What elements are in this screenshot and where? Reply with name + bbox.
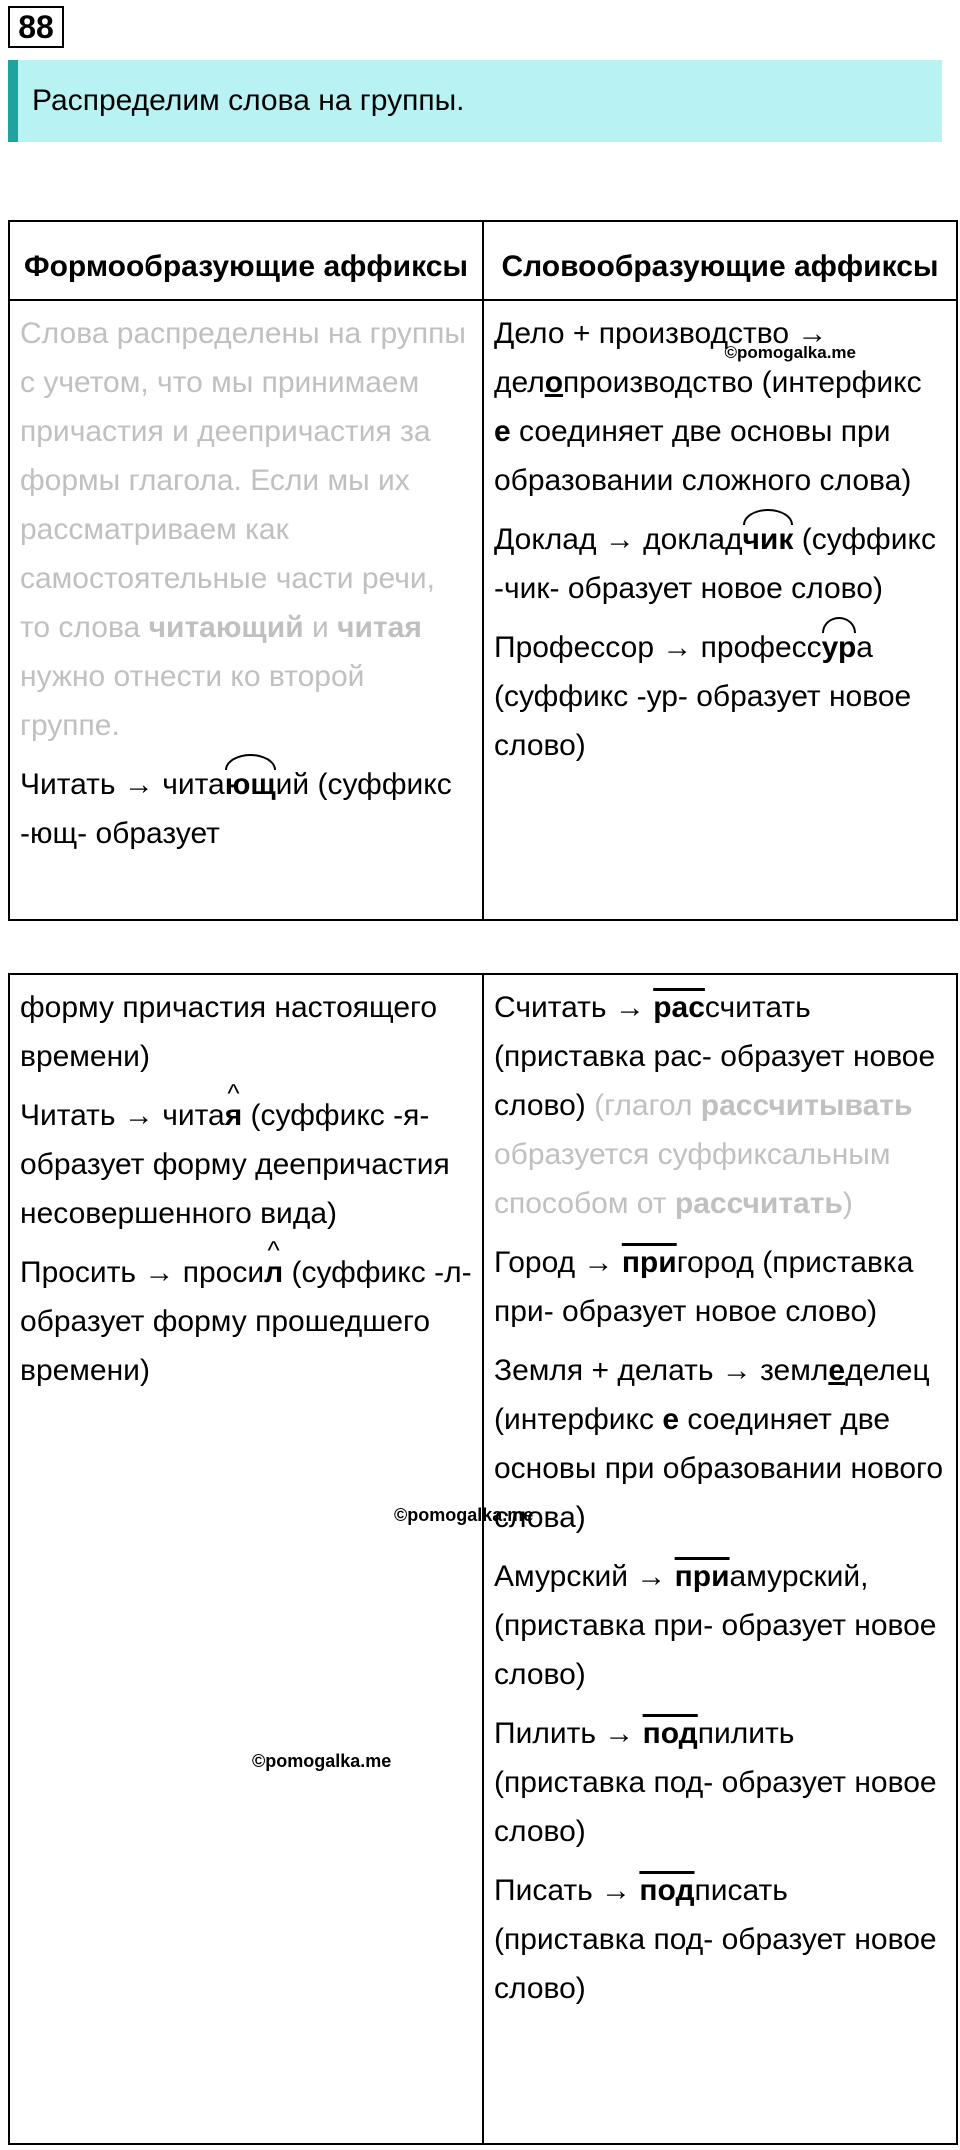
affix-table-part-1 (8, 220, 958, 921)
left-cell (9, 300, 483, 920)
list-item: Писать → подписать (приставка под- образует новое слово) (494, 1874, 937, 2005)
right-cell (483, 974, 957, 2144)
table-row (9, 974, 957, 2144)
affix-table-part-2 (8, 973, 958, 2145)
list-item: Пилить → подпилить (приставка под- образует новое слово) (494, 1717, 937, 1848)
list-item: Город → пригород (приставка при- образует новое слово) (494, 1246, 914, 1328)
list-item: Просить → проси^ л (суффикс -л- образует форму прошедшего времени) (20, 1248, 472, 1395)
col-header-form: Формообразующие аффиксы (9, 221, 483, 300)
list-item: форму причастия настоящего времени) (20, 991, 438, 1073)
list-item: Доклад → докладчик (суффикс -чик- образует новое слово) (494, 515, 946, 613)
watermark: ©pomogalka.me (252, 1751, 392, 1771)
watermark: ©pomogalka.me (724, 343, 856, 362)
right-cell (483, 300, 957, 920)
left-note: Слова распределены на группы с учетом, что мы принимаем причастия и деепричастия за формы глагола. Если мы их рассматриваем как самостоятельные части речи, то слова читающий и читая нужно отнести ко второй группе. (20, 317, 466, 742)
list-item: Считать → рассчитать (приставка рас- образует новое слово) (глагол рассчитывать образуется суффиксальным способом от рассчитать) (494, 991, 936, 1220)
task-banner: Распределим слова на группы. (8, 60, 942, 142)
exercise-number: 88 (8, 6, 64, 48)
table-header-row (9, 221, 957, 300)
list-item: Читать → чита^ я (суффикс -я- образует форму деепричастия несовершенного вида) (20, 1091, 472, 1238)
col-header-word-label: Словообразующие аффиксы (501, 250, 939, 283)
list-item: Дело + производство → делопроизводство (интерфикс е соединяет две основы при образовании сложного слова) (494, 317, 922, 497)
watermark: ©pomogalka.me (394, 1505, 534, 1525)
table-row (9, 300, 957, 920)
left-cell (9, 974, 534, 2144)
list-item: Читать → читающий (суффикс -ющ- образует (20, 760, 472, 858)
col-header-word (483, 221, 957, 362)
list-item: Амурский → приамурский, (приставка при- образует новое слово) (494, 1560, 937, 1691)
list-item: Профессор → профессура (суффикс -ур- образует новое слово) (494, 623, 946, 770)
list-item: Земля + делать → земледелец (интерфикс е соединяет две основы при образовании нового слова) (494, 1354, 944, 1534)
